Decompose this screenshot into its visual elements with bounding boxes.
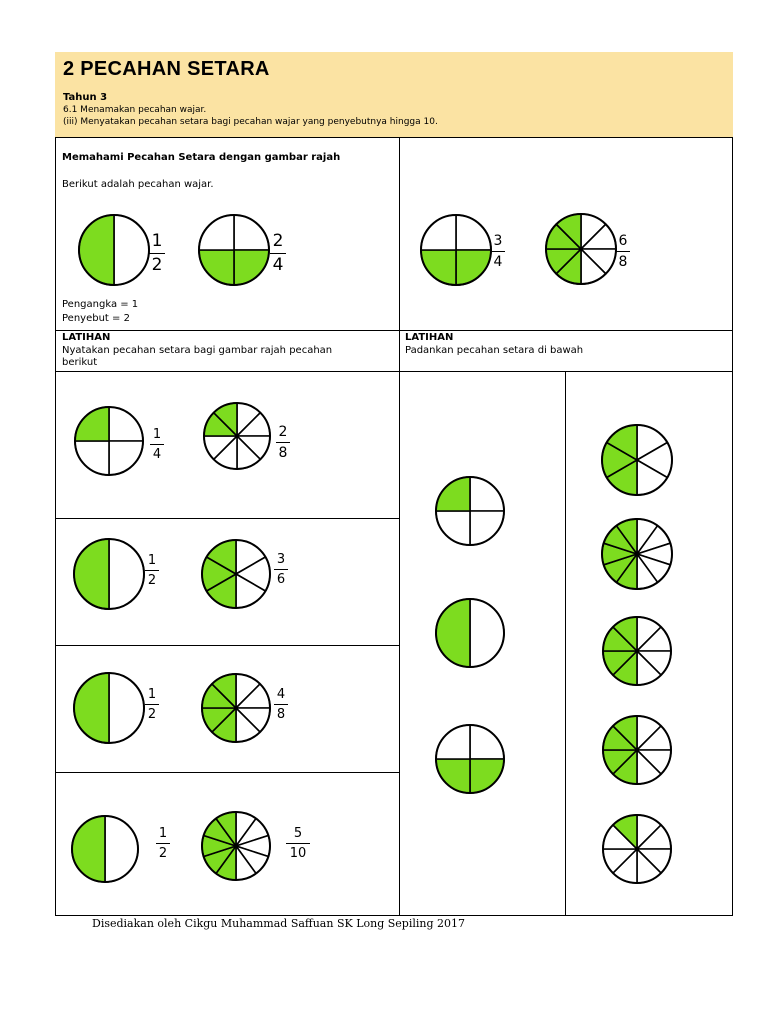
fraction-circle: [600, 423, 674, 497]
fraction-slice: [436, 599, 470, 667]
fraction-circle: [202, 401, 272, 471]
divider-vertical-right: [565, 371, 566, 916]
exercise-left-instruction-2: berikut: [62, 357, 98, 368]
fraction: 3 4: [491, 234, 505, 269]
divider-row-3: [55, 772, 399, 773]
denominator-note: Penyebut = 2: [62, 313, 130, 324]
fraction-slice: [109, 673, 144, 743]
fraction: 1 2: [156, 827, 170, 860]
exercise-left-instruction-1: Nyatakan pecahan setara bagi gambar rajah pecahan: [62, 345, 333, 356]
fraction-circle: [600, 517, 674, 591]
fraction-circle: [72, 537, 146, 611]
fraction: 3 6: [274, 553, 288, 586]
fraction: 5 10: [286, 827, 310, 860]
fraction: 1 2: [145, 688, 159, 721]
objective-line-2: (iii) Menyatakan pecahan setara bagi pecahan wajar yang penyebutnya hingga 10.: [63, 117, 438, 127]
intro-subtitle: Berikut adalah pecahan wajar.: [62, 179, 214, 190]
fraction-circle: [73, 405, 145, 477]
fraction-slice: [74, 673, 109, 743]
fraction-slice: [470, 599, 504, 667]
fraction-circle: [601, 615, 673, 687]
footer-credit: Disediakan oleh Cikgu Muhammad Saffuan SK Long Sepiling 2017: [92, 917, 466, 930]
fraction-circle: [70, 814, 140, 884]
fraction-slice: [109, 539, 144, 609]
exercise-left-heading: LATIHAN: [62, 332, 111, 343]
divider-row-1: [55, 518, 399, 519]
fraction: 4 8: [274, 688, 288, 721]
fraction-circle: [200, 810, 272, 882]
fraction: 1 4: [150, 428, 164, 461]
fraction-slice: [105, 816, 138, 882]
numerator-note: Pengangka = 1: [62, 299, 139, 310]
intro-heading: Memahami Pecahan Setara dengan gambar rajah: [62, 152, 341, 163]
divider-vertical-main: [399, 137, 400, 916]
fraction-circle: [197, 213, 271, 287]
divider-row-2: [55, 645, 399, 646]
fraction-slice: [74, 539, 109, 609]
year-label: Tahun 3: [63, 92, 108, 103]
objective-line-1: 6.1 Menamakan pecahan wajar.: [63, 105, 207, 115]
fraction: 1 2: [149, 233, 165, 274]
fraction: 2 4: [270, 233, 286, 274]
exercise-right-instruction: Padankan pecahan setara di bawah: [405, 345, 584, 356]
fraction-circle: [419, 213, 493, 287]
divider-horizontal-intro: [55, 330, 733, 331]
divider-horizontal-exercise: [55, 371, 733, 372]
fraction-circle: [72, 671, 146, 745]
fraction-circle: [200, 672, 272, 744]
fraction: 2 8: [276, 425, 290, 460]
fraction-circle: [601, 714, 673, 786]
fraction-circle: [544, 212, 618, 286]
fraction-slice: [79, 215, 114, 285]
fraction-slice: [72, 816, 105, 882]
page-title: 2 PECAHAN SETARA: [63, 58, 270, 80]
fraction: 6 8: [616, 234, 630, 269]
fraction-circle: [434, 723, 506, 795]
fraction-circle: [77, 213, 151, 287]
fraction: 1 2: [145, 554, 159, 587]
fraction-circle: [434, 597, 506, 669]
fraction-circle: [200, 538, 272, 610]
exercise-right-heading: LATIHAN: [405, 332, 454, 343]
header-banner: [55, 52, 733, 137]
fraction-circle: [601, 813, 673, 885]
fraction-slice: [114, 215, 149, 285]
fraction-circle: [434, 475, 506, 547]
